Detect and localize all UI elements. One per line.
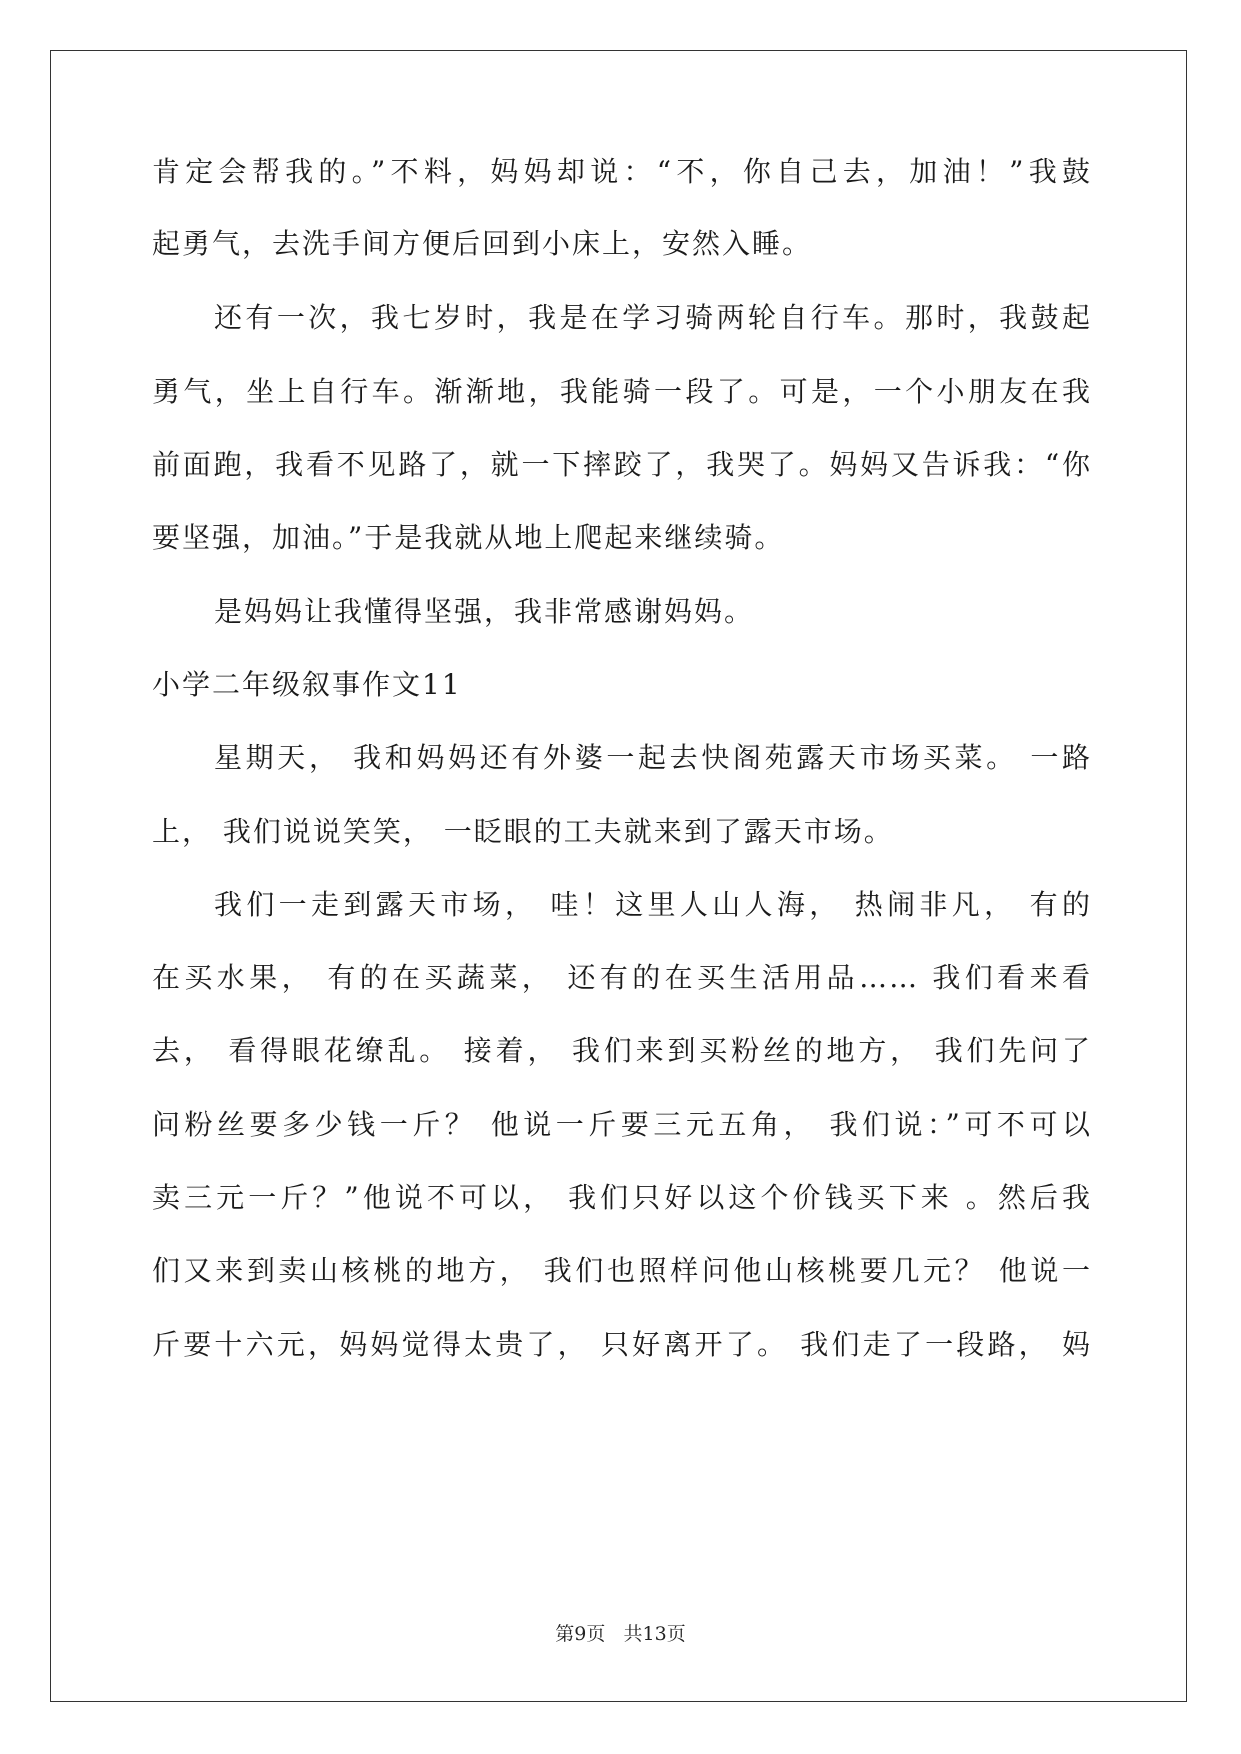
body-line-3: 还有一次，我七岁时，我是在学习骑两轮自行车。那时，我鼓起 (214, 301, 1092, 334)
body-line-16: 斤要十六元，妈妈觉得太贵了， 只好离开了。 我们走了一段路， 妈 (152, 1328, 1092, 1361)
page-footer (0, 1622, 1241, 1646)
body-line-9: 上， 我们说说笑笑， 一眨眼的工夫就来到了露天市场。 (152, 815, 894, 848)
body-line-13: 问粉丝要多少钱一斤？ 他说一斤要三元五角， 我们说：”可不可以 (152, 1108, 1092, 1141)
page-number: 第9页 (555, 1623, 606, 1645)
body-line-4: 勇气，坐上自行车。渐渐地，我能骑一段了。可是，一个小朋友在我 (152, 375, 1092, 408)
body-line-15: 们又来到卖山核桃的地方， 我们也照样问他山核桃要几元？ 他说一 (152, 1254, 1092, 1287)
body-line-5: 前面跑，我看不见路了，就一下摔跤了，我哭了。妈妈又告诉我：“你 (152, 448, 1092, 481)
body-line-1: 肯定会帮我的。”不料，妈妈却说：“不，你自己去，加油！”我鼓 (152, 155, 1092, 188)
section-title: 小学二年级叙事作文11 (152, 668, 462, 701)
body-line-14: 卖三元一斤？”他说不可以， 我们只好以这个价钱买下来 。然后我 (152, 1181, 1092, 1214)
page-total: 共13页 (623, 1623, 686, 1645)
body-line-2: 起勇气，去洗手间方便后回到小床上，安然入睡。 (152, 227, 813, 260)
body-line-10: 我们一走到露天市场， 哇！这里人山人海， 热闹非凡， 有的 (214, 888, 1092, 921)
body-line-12: 去， 看得眼花缭乱。 接着， 我们来到买粉丝的地方， 我们先问了 (152, 1034, 1092, 1067)
body-line-6: 要坚强，加油。”于是我就从地上爬起来继续骑。 (152, 521, 785, 554)
body-line-8: 星期天， 我和妈妈还有外婆一起去快阁苑露天市场买菜。 一路 (214, 741, 1092, 774)
body-line-11: 在买水果， 有的在买蔬菜， 还有的在买生活用品…… 我们看来看 (152, 961, 1092, 994)
body-line-7: 是妈妈让我懂得坚强，我非常感谢妈妈。 (214, 595, 755, 628)
